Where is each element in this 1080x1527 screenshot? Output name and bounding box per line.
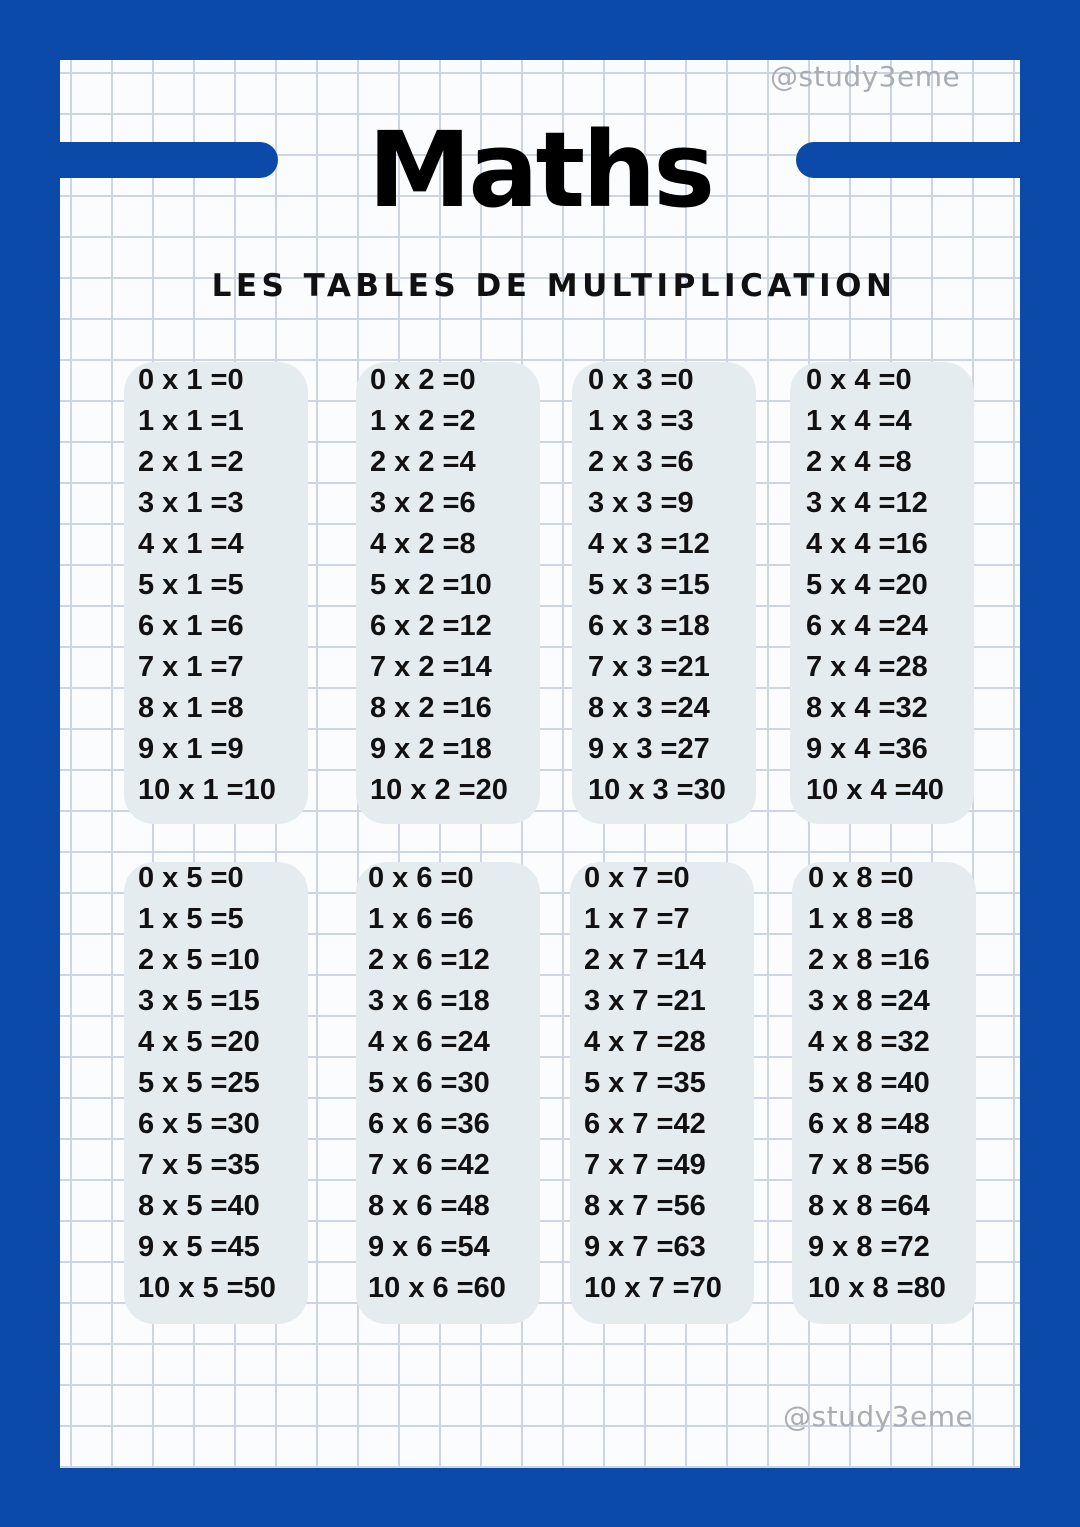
table-lines	[806, 360, 944, 811]
table-line: 0 x 3 =0	[588, 364, 694, 396]
table-line: 10 x 1 =10	[138, 774, 276, 806]
table-card-5	[124, 862, 308, 1324]
table-line: 0 x 5 =0	[138, 862, 244, 894]
table-line: 7 x 7 =49	[584, 1149, 706, 1181]
table-line: 0 x 1 =0	[138, 364, 244, 396]
table-lines	[588, 360, 726, 811]
table-line: 1 x 1 =1	[138, 405, 244, 437]
table-line: 10 x 7 =70	[584, 1272, 722, 1304]
table-line: 7 x 1 =7	[138, 651, 244, 683]
table-line: 3 x 6 =18	[368, 985, 490, 1017]
table-line: 0 x 2 =0	[370, 364, 476, 396]
table-line: 8 x 8 =64	[808, 1190, 930, 1222]
table-line: 4 x 4 =16	[806, 528, 928, 560]
table-card-1	[124, 362, 308, 824]
table-line: 4 x 2 =8	[370, 528, 476, 560]
table-line: 1 x 2 =2	[370, 405, 476, 437]
table-line: 8 x 5 =40	[138, 1190, 260, 1222]
table-line: 9 x 7 =63	[584, 1231, 706, 1263]
table-line: 10 x 4 =40	[806, 774, 944, 806]
table-line: 2 x 3 =6	[588, 446, 694, 478]
table-line: 4 x 8 =32	[808, 1026, 930, 1058]
table-line: 4 x 5 =20	[138, 1026, 260, 1058]
table-line: 5 x 5 =25	[138, 1067, 260, 1099]
table-line: 5 x 4 =20	[806, 569, 928, 601]
table-line: 2 x 2 =4	[370, 446, 476, 478]
table-line: 9 x 3 =27	[588, 733, 710, 765]
table-line: 9 x 2 =18	[370, 733, 492, 765]
table-line: 2 x 1 =2	[138, 446, 244, 478]
table-card-2	[356, 362, 540, 824]
table-lines	[584, 858, 722, 1309]
table-line: 10 x 2 =20	[370, 774, 508, 806]
table-line: 6 x 4 =24	[806, 610, 928, 642]
table-lines	[370, 360, 508, 811]
table-line: 6 x 3 =18	[588, 610, 710, 642]
table-line: 0 x 8 =0	[808, 862, 914, 894]
table-line: 1 x 3 =3	[588, 405, 694, 437]
table-line: 10 x 8 =80	[808, 1272, 946, 1304]
table-line: 9 x 8 =72	[808, 1231, 930, 1263]
table-line: 10 x 6 =60	[368, 1272, 506, 1304]
table-lines	[808, 858, 946, 1309]
table-line: 9 x 4 =36	[806, 733, 928, 765]
table-line: 7 x 3 =21	[588, 651, 710, 683]
page-subtitle: LES TABLES DE MULTIPLICATION	[211, 268, 897, 304]
page-title: Maths	[367, 109, 713, 231]
table-line: 8 x 3 =24	[588, 692, 710, 724]
table-line: 10 x 5 =50	[138, 1272, 276, 1304]
table-line: 4 x 1 =4	[138, 528, 244, 560]
table-line: 0 x 6 =0	[368, 862, 474, 894]
table-line: 9 x 6 =54	[368, 1231, 490, 1263]
table-line: 3 x 1 =3	[138, 487, 244, 519]
table-line: 7 x 2 =14	[370, 651, 492, 683]
table-line: 3 x 5 =15	[138, 985, 260, 1017]
table-line: 6 x 5 =30	[138, 1108, 260, 1140]
table-line: 9 x 5 =45	[138, 1231, 260, 1263]
table-line: 0 x 7 =0	[584, 862, 690, 894]
table-line: 2 x 6 =12	[368, 944, 490, 976]
table-line: 7 x 8 =56	[808, 1149, 930, 1181]
table-line: 5 x 3 =15	[588, 569, 710, 601]
table-lines	[368, 858, 506, 1309]
table-line: 6 x 8 =48	[808, 1108, 930, 1140]
table-line: 5 x 1 =5	[138, 569, 244, 601]
table-line: 1 x 7 =7	[584, 903, 690, 935]
table-line: 10 x 3 =30	[588, 774, 726, 806]
table-line: 6 x 7 =42	[584, 1108, 706, 1140]
table-line: 5 x 2 =10	[370, 569, 492, 601]
table-line: 7 x 5 =35	[138, 1149, 260, 1181]
table-line: 7 x 6 =42	[368, 1149, 490, 1181]
table-card-6	[356, 862, 540, 1324]
table-line: 2 x 7 =14	[584, 944, 706, 976]
table-line: 3 x 7 =21	[584, 985, 706, 1017]
table-line: 8 x 7 =56	[584, 1190, 706, 1222]
table-line: 8 x 1 =8	[138, 692, 244, 724]
table-line: 8 x 2 =16	[370, 692, 492, 724]
table-line: 5 x 8 =40	[808, 1067, 930, 1099]
table-line: 6 x 2 =12	[370, 610, 492, 642]
table-line: 7 x 4 =28	[806, 651, 928, 683]
table-card-3	[572, 362, 756, 824]
table-line: 1 x 8 =8	[808, 903, 914, 935]
table-line: 0 x 4 =0	[806, 364, 912, 396]
table-line: 9 x 1 =9	[138, 733, 244, 765]
table-line: 4 x 7 =28	[584, 1026, 706, 1058]
table-line: 1 x 6 =6	[368, 903, 474, 935]
table-lines	[138, 360, 276, 811]
table-line: 5 x 6 =30	[368, 1067, 490, 1099]
table-card-4	[790, 362, 974, 824]
table-line: 1 x 5 =5	[138, 903, 244, 935]
table-card-7	[570, 862, 754, 1324]
table-line: 8 x 4 =32	[806, 692, 928, 724]
table-line: 3 x 4 =12	[806, 487, 928, 519]
table-line: 8 x 6 =48	[368, 1190, 490, 1222]
table-line: 2 x 4 =8	[806, 446, 912, 478]
table-line: 3 x 2 =6	[370, 487, 476, 519]
table-line: 6 x 1 =6	[138, 610, 244, 642]
table-line: 2 x 8 =16	[808, 944, 930, 976]
table-line: 2 x 5 =10	[138, 944, 260, 976]
table-card-8	[792, 862, 976, 1324]
table-line: 6 x 6 =36	[368, 1108, 490, 1140]
table-line: 1 x 4 =4	[806, 405, 912, 437]
table-line: 4 x 6 =24	[368, 1026, 490, 1058]
table-line: 3 x 3 =9	[588, 487, 694, 519]
table-lines	[138, 858, 276, 1309]
watermark-handle-top: @study3eme	[770, 60, 961, 93]
table-line: 4 x 3 =12	[588, 528, 710, 560]
table-line: 3 x 8 =24	[808, 985, 930, 1017]
table-line: 5 x 7 =35	[584, 1067, 706, 1099]
watermark-handle-bottom: @study3eme	[783, 1400, 974, 1433]
